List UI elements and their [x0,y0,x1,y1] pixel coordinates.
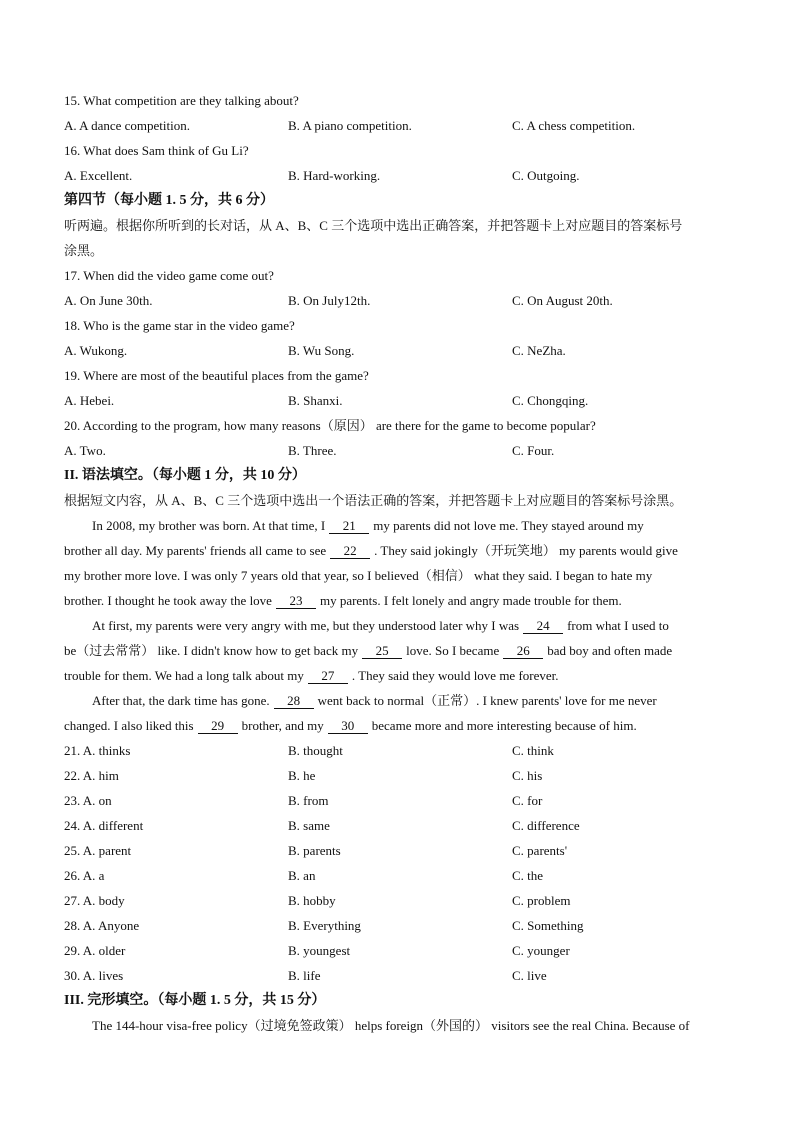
blank-27: 27 [308,668,348,684]
blank-25: 25 [362,643,402,659]
passage-text: love. So I became [406,643,500,658]
option-a: A. Wukong. [64,343,128,358]
grammar-instruction: 根据短文内容，从 A、B、C 三个选项中选出一个语法正确的答案，并把答题卡上对应题目的答案标号涂黑。 [64,493,683,508]
passage-text: . They said they would love me forever. [351,668,559,683]
passage-text: from what I used to [567,618,669,633]
question-19-stem: 19. Where are most of the beautiful places from the game? [64,368,369,383]
question-15-stem: 15. What competition are they talking about? [64,93,299,108]
question-16-stem: 16. What does Sam think of Gu Li? [64,143,249,158]
passage-line [64,538,734,563]
option-b: B. same [288,818,330,833]
option-c: C. younger [512,943,570,958]
cloze-first-line: The 144-hour visa-free policy（过境免签政策） helps foreign（外国的） visitors see the real China. Because of [92,1018,690,1033]
option-b: B. On July12th. [288,293,371,308]
passage-line [64,613,734,638]
choice-row-23 [64,788,734,813]
option-c: C. live [512,968,547,983]
option-b: B. life [288,968,321,983]
option-c: C. Outgoing. [512,168,580,183]
question-20-options [64,438,734,463]
cloze-section-title: III. 完形填空。（每小题 1. 5 分，共 15 分） [64,993,326,1008]
passage-text: . They said jokingly（开玩笑地） my parents would give [374,543,678,558]
option-b: B. parents [288,843,341,858]
passage-text: brother. I thought he took away the love [64,593,272,608]
option-c: C. for [512,793,543,808]
option-b: B. Hard-working. [288,168,381,183]
passage-line: my brother more love. I was only 7 years old that year, so I believed（相信） what they said. I began to hate my [64,568,653,583]
passage-text: my parents. I felt lonely and angry made trouble for them. [319,593,622,608]
option-c: C. difference [512,818,580,833]
option-a: 27. A. body [64,893,125,908]
blank-21: 21 [329,518,369,534]
exam-page [64,88,734,1038]
passage-text: brother, and my [241,718,324,733]
question-15-options [64,113,734,138]
option-c: C. his [512,768,543,783]
option-a: 29. A. older [64,943,126,958]
blank-23: 23 [276,593,316,609]
passage-text: At first, my parents were very angry with me, but they understood later why I was [92,618,520,633]
option-a: A. A dance competition. [64,118,191,133]
option-a: A. On June 30th. [64,293,153,308]
option-c: C. Chongqing. [512,393,589,408]
choice-row-25 [64,838,734,863]
choice-row-26 [64,863,734,888]
section-4-instruction-line-2: 涂黑。 [64,243,104,258]
passage-line [64,513,734,538]
passage-text: brother all day. My parents' friends all came to see [64,543,327,558]
passage-text: my parents did not love me. They stayed around my [373,518,644,533]
option-b: B. A piano competition. [288,118,412,133]
choice-row-28 [64,913,734,938]
option-a: 23. A. on [64,793,112,808]
question-18-stem: 18. Who is the game star in the video game? [64,318,295,333]
option-a: 25. A. parent [64,843,132,858]
choice-row-27 [64,888,734,913]
option-a: 22. A. him [64,768,119,783]
passage-line [64,588,734,613]
blank-26: 26 [503,643,543,659]
option-b: B. thought [288,743,343,758]
passage-line [64,638,734,663]
option-a: 26. A. a [64,868,105,883]
option-a: 28. A. Anyone [64,918,140,933]
option-c: C. parents' [512,843,568,858]
passage-text: In 2008, my brother was born. At that time, I [92,518,326,533]
passage-line [64,663,734,688]
option-b: B. Shanxi. [288,393,343,408]
question-18-options [64,338,734,363]
question-17-options [64,288,734,313]
passage-text: went back to normal（正常）. I knew parents' love for me never [317,693,657,708]
blank-28: 28 [274,693,314,709]
section-4-title: 第四节（每小题 1. 5 分，共 6 分） [64,193,274,208]
option-c: C. problem [512,893,571,908]
option-c: C. A chess competition. [512,118,636,133]
option-b: B. an [288,868,316,883]
passage-text: be（过去常常） like. I didn't know how to get back my [64,643,359,658]
option-c: C. On August 20th. [512,293,613,308]
blank-22: 22 [330,543,370,559]
option-b: B. Everything [288,918,361,933]
option-c: C. Four. [512,443,555,458]
choice-row-21 [64,738,734,763]
option-b: B. youngest [288,943,351,958]
choice-row-29 [64,938,734,963]
option-b: B. Three. [288,443,337,458]
passage-text: After that, the dark time has gone. [92,693,270,708]
passage-line [64,688,734,713]
option-a: A. Two. [64,443,106,458]
option-c: C. think [512,743,554,758]
question-20-stem: 20. According to the program, how many reasons（原因） are there for the game to become popular? [64,418,596,433]
passage-line [64,713,734,738]
option-a: A. Hebei. [64,393,115,408]
option-a: 21. A. thinks [64,743,131,758]
blank-24: 24 [523,618,563,634]
option-b: B. hobby [288,893,336,908]
option-b: B. from [288,793,329,808]
option-c: C. the [512,868,544,883]
passage-text: trouble for them. We had a long talk about my [64,668,304,683]
blank-29: 29 [198,718,238,734]
grammar-section-title: II. 语法填空。（每小题 1 分，共 10 分） [64,468,306,483]
option-a: 24. A. different [64,818,144,833]
choice-row-22 [64,763,734,788]
passage-text: became more and more interesting because of him. [371,718,637,733]
option-c: C. NeZha. [512,343,566,358]
option-a: A. Excellent. [64,168,133,183]
choice-row-24 [64,813,734,838]
choice-row-30 [64,963,734,988]
passage-text: bad boy and often made [547,643,673,658]
option-a: 30. A. lives [64,968,124,983]
blank-30: 30 [328,718,368,734]
passage-text: changed. I also liked this [64,718,194,733]
option-b: B. he [288,768,316,783]
option-b: B. Wu Song. [288,343,355,358]
question-19-options [64,388,734,413]
question-17-stem: 17. When did the video game come out? [64,268,274,283]
section-4-instruction-line-1: 听两遍。根据你所听到的长对话，从 A、B、C 三个选项中选出正确答案，并把答题卡上对应题目的答案标号 [64,218,683,233]
question-16-options [64,163,734,188]
option-c: C. Something [512,918,584,933]
